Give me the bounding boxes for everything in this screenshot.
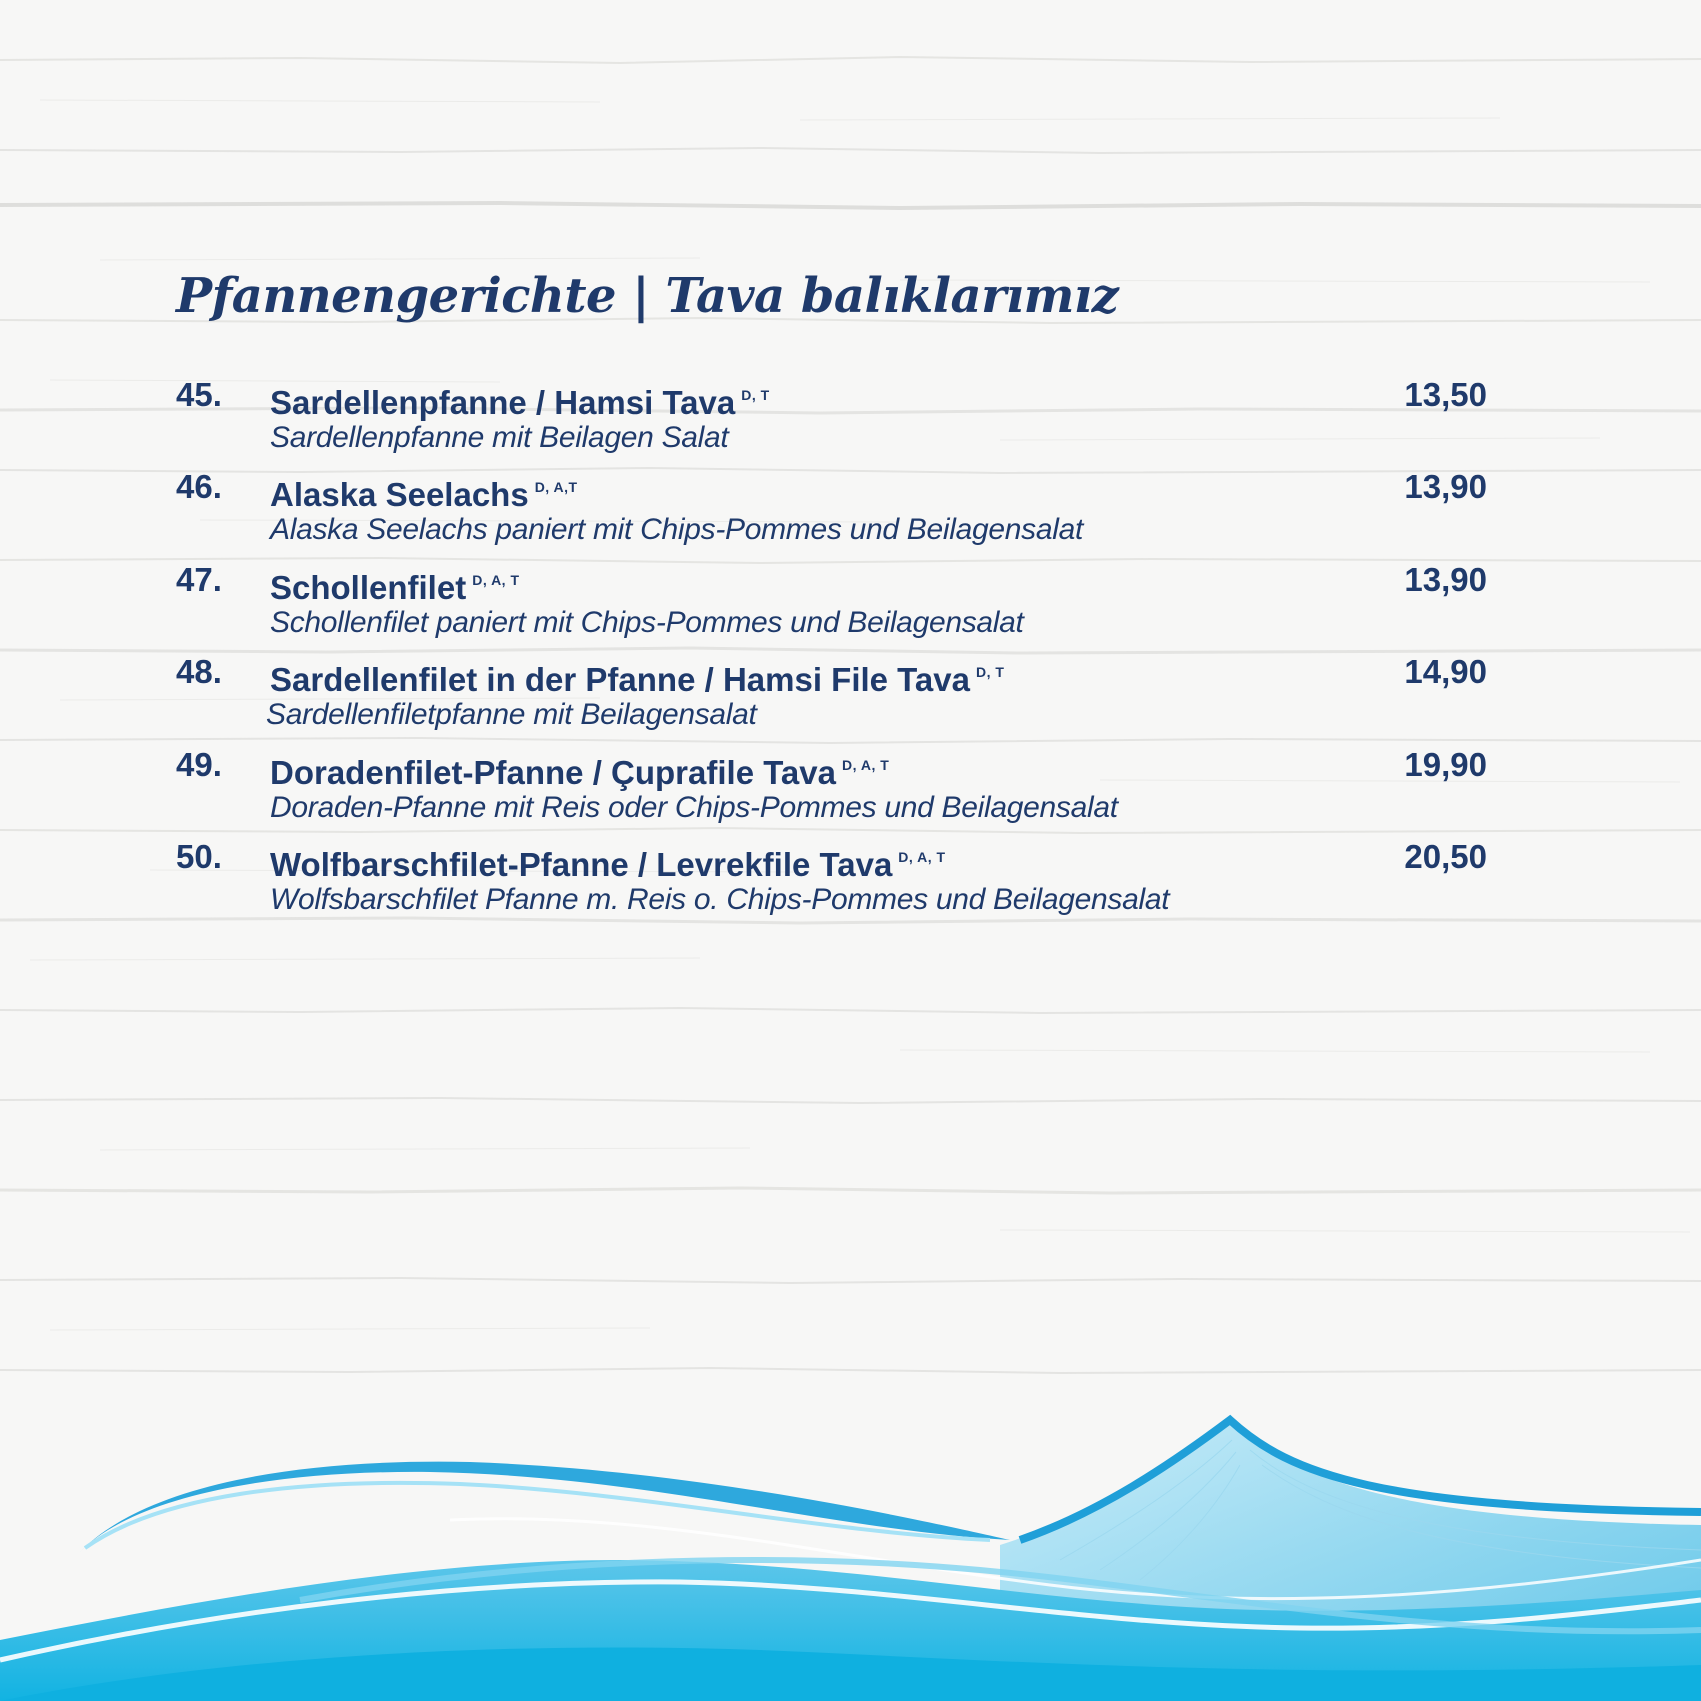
allergen-codes: D, A, T [842, 757, 890, 773]
item-name [270, 652, 1004, 700]
item-price: 13,50 [1404, 376, 1487, 413]
item-price: 13,90 [1404, 561, 1487, 598]
item-name-text: Alaska Seelachs [270, 476, 529, 513]
menu-item [0, 837, 1701, 929]
item-name-text: Wolfbarschfilet-Pfanne / Levrekfile Tava [270, 846, 893, 883]
item-description: Sardellenfiletpfanne mit Beilagensalat [266, 698, 757, 731]
menu-item [0, 375, 1701, 467]
item-number: 46. [176, 468, 222, 505]
item-number: 50. [176, 838, 222, 875]
item-name-text: Doradenfilet-Pfanne / Çuprafile Tava [270, 754, 836, 791]
item-name-text: Sardellenpfanne / Hamsi Tava [270, 384, 736, 421]
item-description: Sardellenpfanne mit Beilagen Salat [270, 421, 729, 454]
item-price: 20,50 [1404, 838, 1487, 875]
item-name-text: Sardellenfilet in der Pfanne / Hamsi File Tava [270, 661, 970, 698]
menu-item [0, 467, 1701, 559]
item-description: Doraden-Pfanne mit Reis oder Chips-Pommes und Beilagensalat [270, 791, 1118, 824]
allergen-codes: D, A, T [472, 572, 520, 588]
item-price: 13,90 [1404, 468, 1487, 505]
item-name [270, 745, 889, 793]
item-name [270, 467, 578, 515]
item-description: Schollenfilet paniert mit Chips-Pommes und Beilagensalat [270, 606, 1024, 639]
allergen-codes: D, T [741, 387, 770, 403]
item-description: Alaska Seelachs paniert mit Chips-Pommes und Beilagensalat [270, 513, 1084, 546]
item-number: 48. [176, 653, 222, 690]
item-description: Wolfsbarschfilet Pfanne m. Reis o. Chips-Pommes und Beilagensalat [270, 883, 1170, 916]
item-name-text: Schollenfilet [270, 569, 467, 606]
allergen-codes: D, A,T [534, 479, 578, 495]
item-name [270, 560, 520, 608]
ocean-waves-decoration [0, 1411, 1701, 1701]
item-number: 49. [176, 746, 222, 783]
menu-item [0, 560, 1701, 652]
item-number: 47. [176, 561, 222, 598]
menu-item [0, 745, 1701, 837]
allergen-codes: D, T [975, 664, 1005, 680]
menu-title: Pfannengerichte | Tava balıklarımız [176, 268, 1119, 324]
item-name [270, 375, 770, 423]
item-price: 19,90 [1404, 746, 1487, 783]
item-number: 45. [176, 376, 222, 413]
item-name [270, 837, 946, 885]
allergen-codes: D, A, T [898, 849, 946, 865]
item-price: 14,90 [1404, 653, 1487, 690]
menu-item [0, 652, 1701, 744]
